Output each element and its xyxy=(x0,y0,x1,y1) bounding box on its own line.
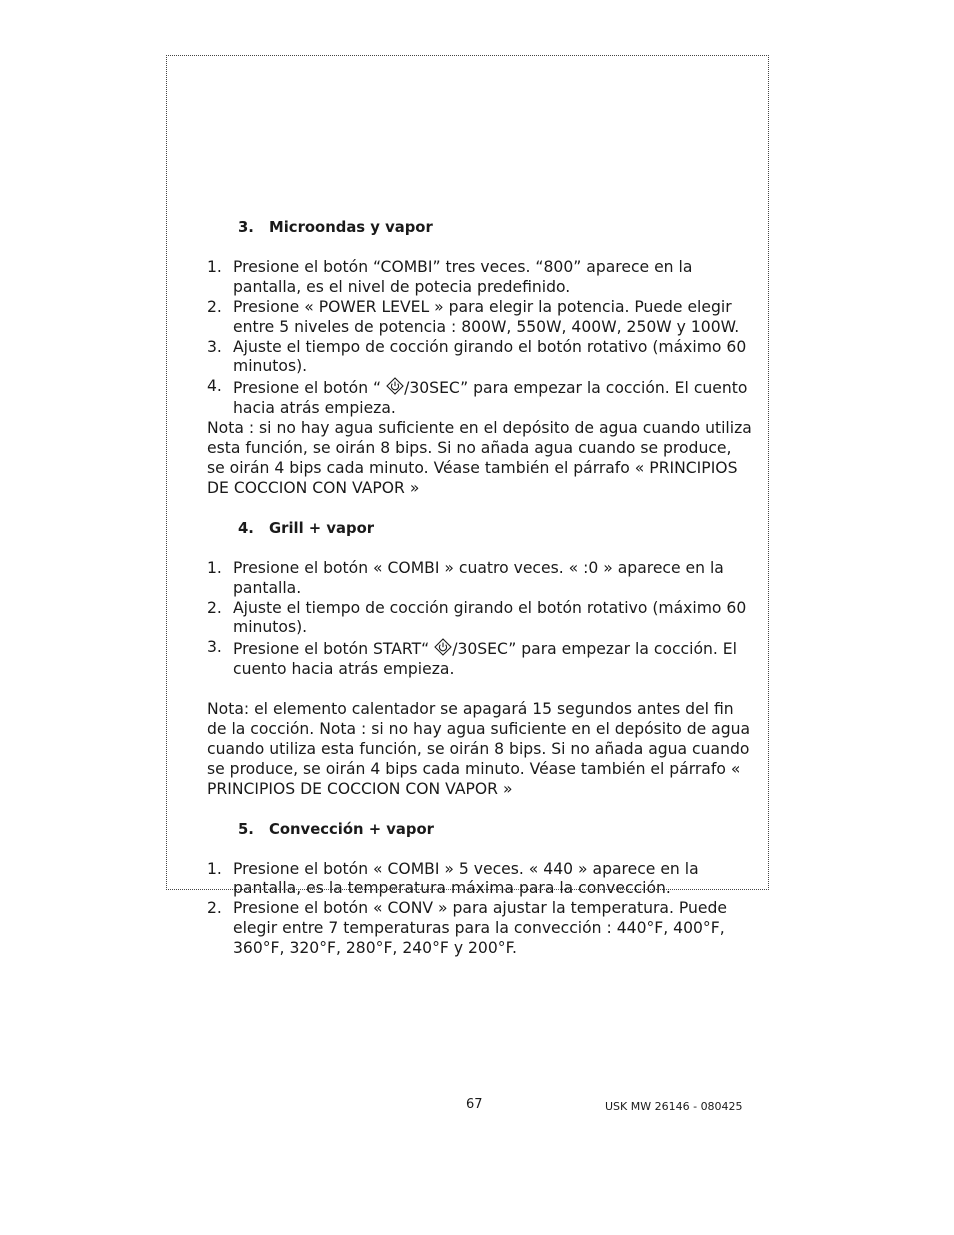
step-text-pre: Presione el botón START“ xyxy=(233,640,435,659)
list-item xyxy=(207,258,752,298)
document-code: USK MW 26146 - 080425 xyxy=(605,1100,743,1113)
step-number: 1. xyxy=(207,558,222,577)
step-number: 2. xyxy=(207,297,222,316)
section-title xyxy=(238,820,752,840)
section-title xyxy=(238,519,752,539)
list-item xyxy=(207,638,752,680)
step-text: Presione el botón “COMBI” tres veces. “800” aparece en la pantalla, es el nivel de potecia predefinido. xyxy=(233,257,693,296)
step-list xyxy=(207,559,752,680)
step-text-pre: Presione el botón “ xyxy=(233,379,387,398)
section-title xyxy=(238,218,752,238)
section-heading: Microondas y vapor xyxy=(269,219,433,236)
step-text: Presione el botón « COMBI » cuatro veces. « :0 » aparece en la pantalla. xyxy=(233,558,724,597)
document-body xyxy=(207,218,752,959)
section-number: 5. xyxy=(238,820,254,838)
step-text-post: /30SEC” para empezar la cocción. El cuento hacia atrás empieza. xyxy=(233,379,748,418)
list-item xyxy=(207,559,752,599)
list-item xyxy=(207,599,752,639)
step-number: 3. xyxy=(207,337,222,356)
list-item xyxy=(207,899,752,959)
list-item xyxy=(207,860,752,900)
list-item xyxy=(207,377,752,419)
step-number: 2. xyxy=(207,598,222,617)
step-number: 3. xyxy=(207,638,222,657)
step-list xyxy=(207,258,752,419)
step-text: Ajuste el tiempo de cocción girando el botón rotativo (máximo 60 minutos). xyxy=(233,598,747,637)
step-number: 1. xyxy=(207,257,222,276)
section-number: 4. xyxy=(238,519,254,537)
note-text: Nota : si no hay agua suficiente en el depósito de agua cuando utiliza esta función, se oirán 8 bips. Si no añada agua cuando se produce, se oirán 4 bips cada minuto. Véase también el párrafo « PRINCIPIOS DE COCCION CON VAPOR » xyxy=(207,419,752,497)
step-list xyxy=(207,860,752,960)
step-text: Presione el botón « COMBI » 5 veces. « 440 » aparece en la pantalla, es la temperatura máxima para la convección. xyxy=(233,859,699,898)
step-text: Presione « POWER LEVEL » para elegir la potencia. Puede elegir entre 5 niveles de potencia : 800W, 550W, 400W, 250W y 100W. xyxy=(233,297,740,336)
start-diamond-icon xyxy=(434,638,452,656)
page-number: 67 xyxy=(466,1097,483,1112)
start-diamond-icon xyxy=(386,377,404,395)
section-number: 3. xyxy=(238,219,254,236)
step-number: 2. xyxy=(207,899,222,918)
list-item xyxy=(207,298,752,338)
step-text-post: /30SEC” para empezar la cocción. El cuento hacia atrás empieza. xyxy=(233,640,737,679)
section-heading: Grill + vapor xyxy=(269,519,375,537)
list-item xyxy=(207,338,752,378)
section-heading: Convección + vapor xyxy=(269,820,434,838)
note-text: Nota: el elemento calentador se apagará 15 segundos antes del fin de la cocción. Nota : si no hay agua suficiente en el depósito de agua cuando utiliza esta función, se oirán 8 bips. Si no añada agua cuando se produce, se oirán 4 bips cada minuto. Véase también el párrafo « PRINCIPIOS DE COCCION CON VAPOR » xyxy=(207,700,751,798)
step-number: 4. xyxy=(207,377,222,396)
step-text: Presione el botón « CONV » para ajustar la temperatura. Puede elegir entre 7 temperaturas para la convección : 440°F, 400°F, 360°F, 320°F, 280°F, 240°F y 200°F. xyxy=(233,899,727,958)
step-number: 1. xyxy=(207,859,222,878)
step-text: Ajuste el tiempo de cocción girando el botón rotativo (máximo 60 minutos). xyxy=(233,337,747,376)
